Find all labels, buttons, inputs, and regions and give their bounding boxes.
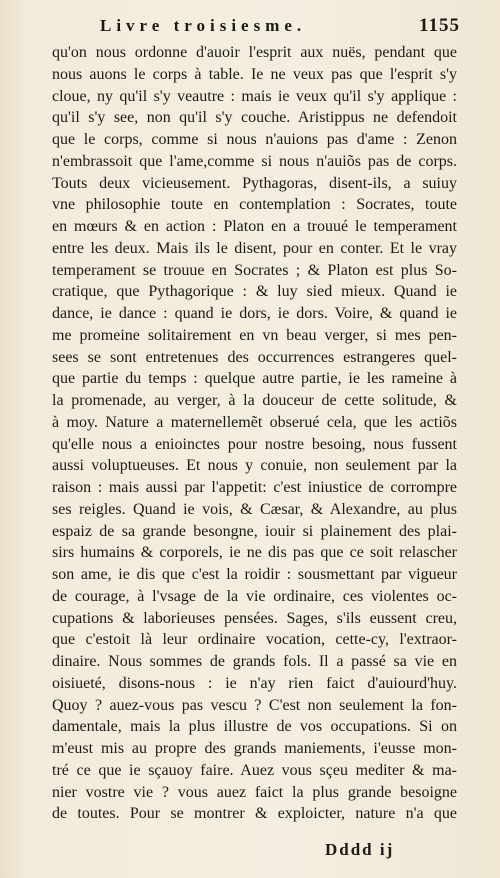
text-line: que le corps, comme si nous n'auions pas d'ame : Zenon xyxy=(52,131,457,148)
text-line: Touts deux vicieusement. Pythagoras, disent-ils, a suiuy xyxy=(52,174,457,192)
text-line: temperament se trouue en Socrates ; & Platon est plus So- xyxy=(52,261,457,279)
text-line: nous auons le corps à table. Ie ne veux pas que l'esprit s'y xyxy=(52,65,457,83)
text-line: espaiz de sa grande besongne, iouir si plainement des plai- xyxy=(52,522,457,540)
text-line: sees se sont entretenues des occurrences estrangeres quel- xyxy=(52,348,457,366)
text-line: qu'elle nous a enioinctes pour nostre besoing, nous fussent xyxy=(52,435,457,453)
text-line: entre les deux. Mais ils le disent, pour en conter. Et le vray xyxy=(52,239,457,257)
text-line: damentale, mais la plus illustre de vos occupations. Si on xyxy=(52,718,457,736)
text-line: nier vostre vie ? vous auez faict la plus grande besoigne xyxy=(52,783,457,801)
text-line: n'embrassoit que l'ame,comme si nous n'auiõs pas de corps. xyxy=(52,152,457,170)
signature-mark: Dddd ij xyxy=(325,840,395,859)
text-line: en mœurs & en action : Platon en a trouué le temperament xyxy=(52,218,457,235)
text-line: aussi voluptueuses. Et nous y conuie, non seulement par la xyxy=(52,457,457,475)
text-line: que partie du temps : quelque autre partie, ie les rameine à xyxy=(52,370,457,388)
text-line: cupations & laborieuses pensées. Sages, s'ils eussent creu, xyxy=(52,609,457,627)
text-line: raison : mais aussi par l'appetit: c'est iniustice de corrompre xyxy=(52,479,457,496)
text-line: dance, ie dance : quand ie dors, ie dors. Voire, & quand ie xyxy=(52,305,457,322)
text-line: son ame, ie dis que c'est la roidir : sousmettant par vigueur xyxy=(52,566,457,583)
text-line: m'eust mis au propre des grands maniements, i'eusse mon- xyxy=(52,740,457,757)
text-line: la promenade, au verger, à la douceur de cette solitude, & xyxy=(52,392,457,409)
text-line: Quoy ? auez-vous pas vescu ? C'est non seulement la fon- xyxy=(52,696,457,714)
page-header xyxy=(52,14,462,42)
text-line: me promeine solitairement en vn beau verger, si mes pen- xyxy=(52,326,457,344)
text-line: cloue, ny qu'il s'y veautre : mais ie veux qu'il s'y applique : xyxy=(52,87,457,105)
text-line: à moy. Nature a maternellemẽt obserué cela, que les actiõs xyxy=(52,413,457,431)
page-number: 1155 xyxy=(419,15,460,36)
text-line: vne philosophie toute en contemplation : Socrates, toute xyxy=(52,196,457,214)
text-line: ses reigles. Quand ie vois, & Cæsar, & Alexandre, au plus xyxy=(52,500,457,518)
text-line: cratique, que Pythagorique : & luy sied mieux. Quand ie xyxy=(52,283,457,301)
text-line: oisiueté, disons-nous : ie n'ay rien faict d'auiourd'huy. xyxy=(52,674,457,692)
text-line: que c'estoit là leur ordinaire vocation, cette-cy, l'extraor- xyxy=(52,631,457,649)
text-line: qu'on nous ordonne d'auoir l'esprit aux nuës, pendant que xyxy=(52,44,457,61)
text-line: sirs humains & corporels, ie ne dis pas que ce soit relascher xyxy=(52,544,457,562)
running-title: Livre troisiesme. xyxy=(100,16,307,35)
text-line: dinaire. Nous sommes de grands fols. Il a passé sa vie en xyxy=(52,653,457,670)
text-line: qu'il s'y see, non qu'il s'y couche. Aristippus ne defendoit xyxy=(52,109,457,127)
text-line: tré ce que ie sçauoy faire. Auez vous sçeu mediter & ma- xyxy=(52,761,457,779)
text-line: de toutes. Pour se montrer & exploicter, nature n'a que xyxy=(52,805,457,823)
body-text xyxy=(52,42,457,825)
text-line: de courage, à l'vsage de la vie ordinaire, ces violentes oc- xyxy=(52,587,457,605)
